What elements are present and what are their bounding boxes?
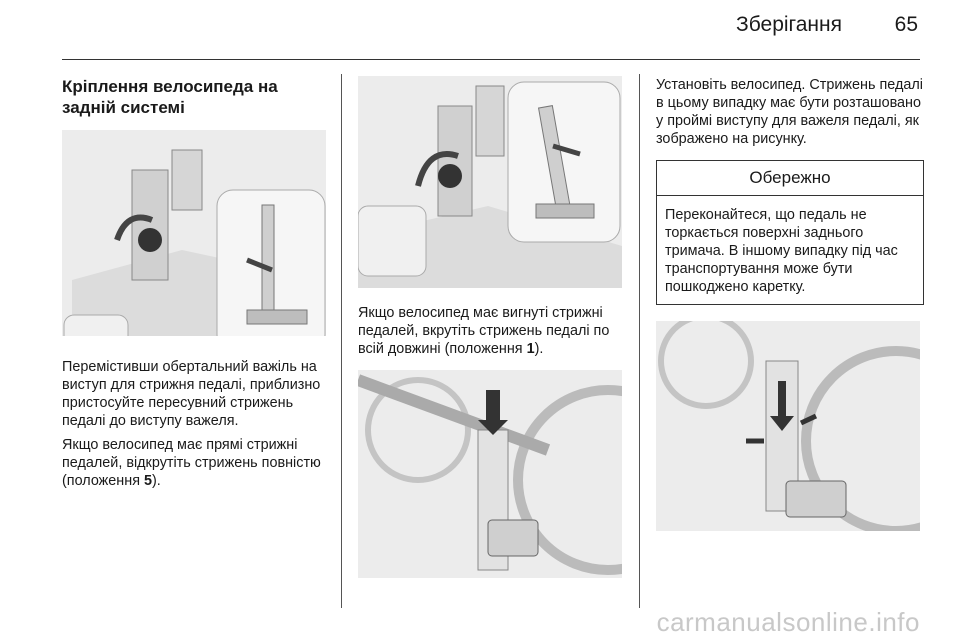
position-reference: 1 [526,341,535,357]
illustration-pedal-placement [358,370,622,578]
column-divider-1 [341,74,342,608]
header-divider [62,59,920,60]
caution-box [656,160,924,305]
paragraph-lever-instructions: Перемістивши обертальний важіль на виступ для стрижня педалі, приблизно пристосуйте пересувний стрижень педалі до виступу важеля. [62,359,321,429]
column-1 [62,76,330,496]
paragraph-curved-rods: Якщо велосипед має вигнуті стрижні педалей, вкрутіть стрижень педалі по всій довжині (положення 1). [358,305,610,357]
position-reference: 5 [144,473,153,489]
column-3 [656,76,924,531]
illustration-rod-screw-in [358,76,622,288]
paragraph-install-bicycle: Установіть велосипед. Стрижень педалі в цьому випадку має бути розташовано у проймі виступу для важеля педалі, як зображено на рисунку. [656,77,923,147]
illustration-pedal-clamp [656,321,920,531]
page-section-title: Зберігання [736,13,842,36]
column-divider-2 [639,74,640,608]
paragraph-straight-rods: Якщо велосипед має прямі стрижні педалей, відкрутіть стрижень повністю (положення 5). [62,437,321,489]
section-heading: Кріплення велосипеда на задній системі [62,77,278,117]
column-2 [358,76,626,578]
caution-text: Переконайтеся, що педаль не торкається поверхні заднього тримача. В іншому випадку під час транспортування може бути пошкоджено каретку. [665,207,898,295]
watermark-text: carmanualsonline.info [656,607,920,637]
page-number: 65 [894,13,918,36]
caution-heading: Обережно [657,161,923,196]
illustration-lever-adjustment [62,130,326,336]
